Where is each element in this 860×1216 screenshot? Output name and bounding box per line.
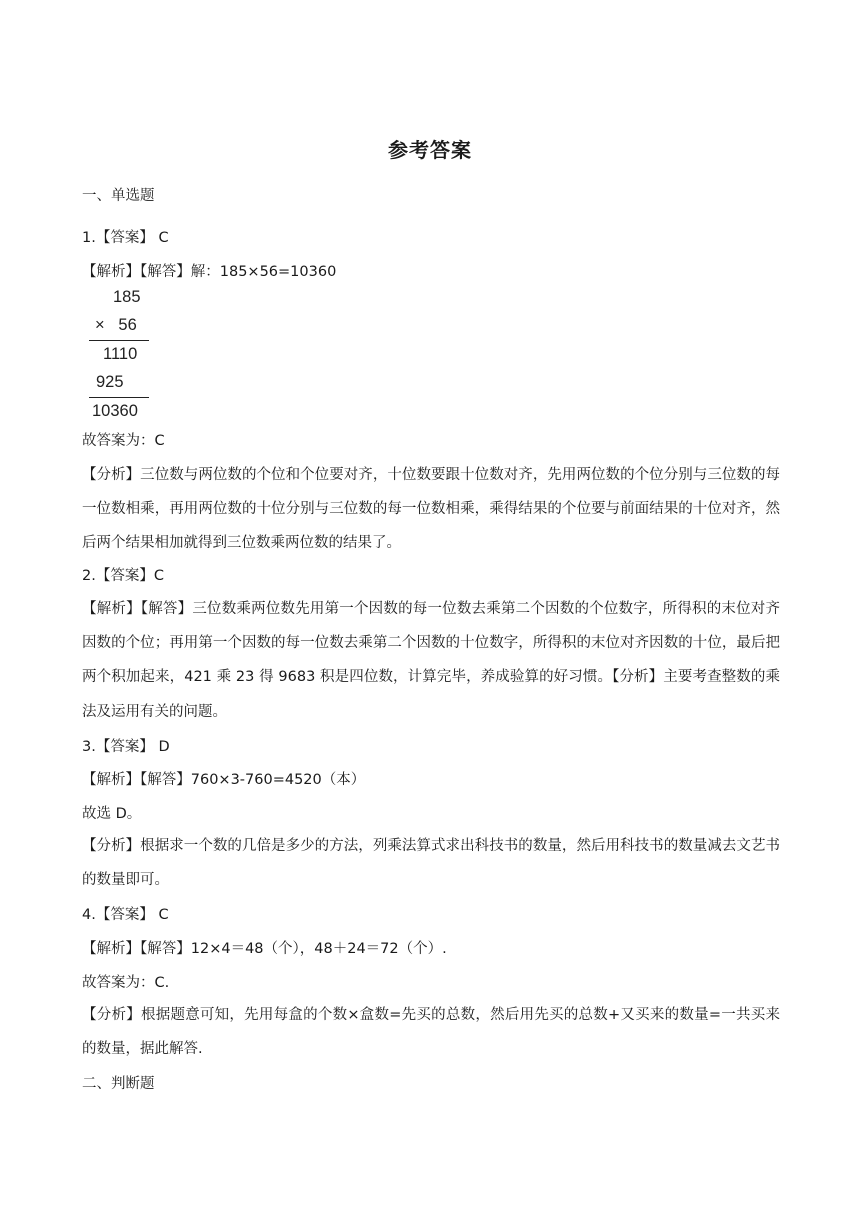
q4-conclusion: 故答案为：C. (82, 975, 170, 991)
q4-analysis: 【分析】根据题意可知，先用每盒的个数×盒数=先买的总数，然后用先买的总数+又买来的数量=一共买来的数量，据此解答. (82, 1007, 780, 1058)
q1-analysis: 【分析】三位数与两位数的个位和个位要对齐，十位数要跟十位数对齐，先用两位数的个位分别与三位数的每一位数相乘，再用两位数的十位分别与三位数的每一位数相乘，乘得结果的个位要与前面结果的十位对齐，然后两个结果相加就得到三位数乘两位数的结果了。 (82, 467, 780, 552)
calc-partial-product-2: 925 (96, 373, 124, 391)
q3-solution: 【解析】【解答】760×3-760=4520（本） (82, 772, 366, 788)
vertical-multiplication (86, 285, 156, 425)
q3-conclusion: 故选 D。 (82, 806, 142, 822)
q1-solution: 【解析】【解答】解：185×56=10360 (82, 264, 337, 280)
q2-solution: 【解析】【解答】三位数乘两位数先用第一个因数的每一位数去乘第二个因数的个位数字，所得积的末位对齐因数的个位；再用第一个因数的每一位数去乘第二个因数的十位数字，所得积的末位对齐因数的十位，最后把两个积加起来，421 乘 23 得 9683 积是四位数，计算完毕，养成验算的好习惯。【分析】主要考查整数的乘法及运用有关的问题。 (82, 601, 780, 720)
q4-solution: 【解析】【解答】12×4＝48（个），48＋24＝72（个）. (82, 941, 447, 957)
q1-conclusion: 故答案为：C (82, 433, 165, 449)
calc-result: 10360 (92, 402, 138, 420)
calc-rule-2 (89, 397, 149, 398)
q1-answer: 1.【答案】 C (82, 230, 169, 246)
calc-multiplier: × 56 (95, 316, 137, 334)
calc-rule-1 (89, 340, 149, 341)
q4-answer: 4.【答案】 C (82, 907, 169, 923)
calc-partial-product-1: 1110 (103, 345, 138, 363)
section-heading-true-false: 二、判断题 (82, 1076, 155, 1092)
page-title: 参考答案 (388, 138, 472, 162)
section-heading-single-choice: 一、单选题 (82, 188, 155, 204)
q3-answer: 3.【答案】 D (82, 739, 170, 755)
q2-answer: 2.【答案】C (82, 568, 164, 584)
q3-analysis: 【分析】根据求一个数的几倍是多少的方法，列乘法算式求出科技书的数量，然后用科技书的数量减去文艺书的数量即可。 (82, 838, 780, 889)
calc-multiplicand: 185 (113, 288, 141, 306)
